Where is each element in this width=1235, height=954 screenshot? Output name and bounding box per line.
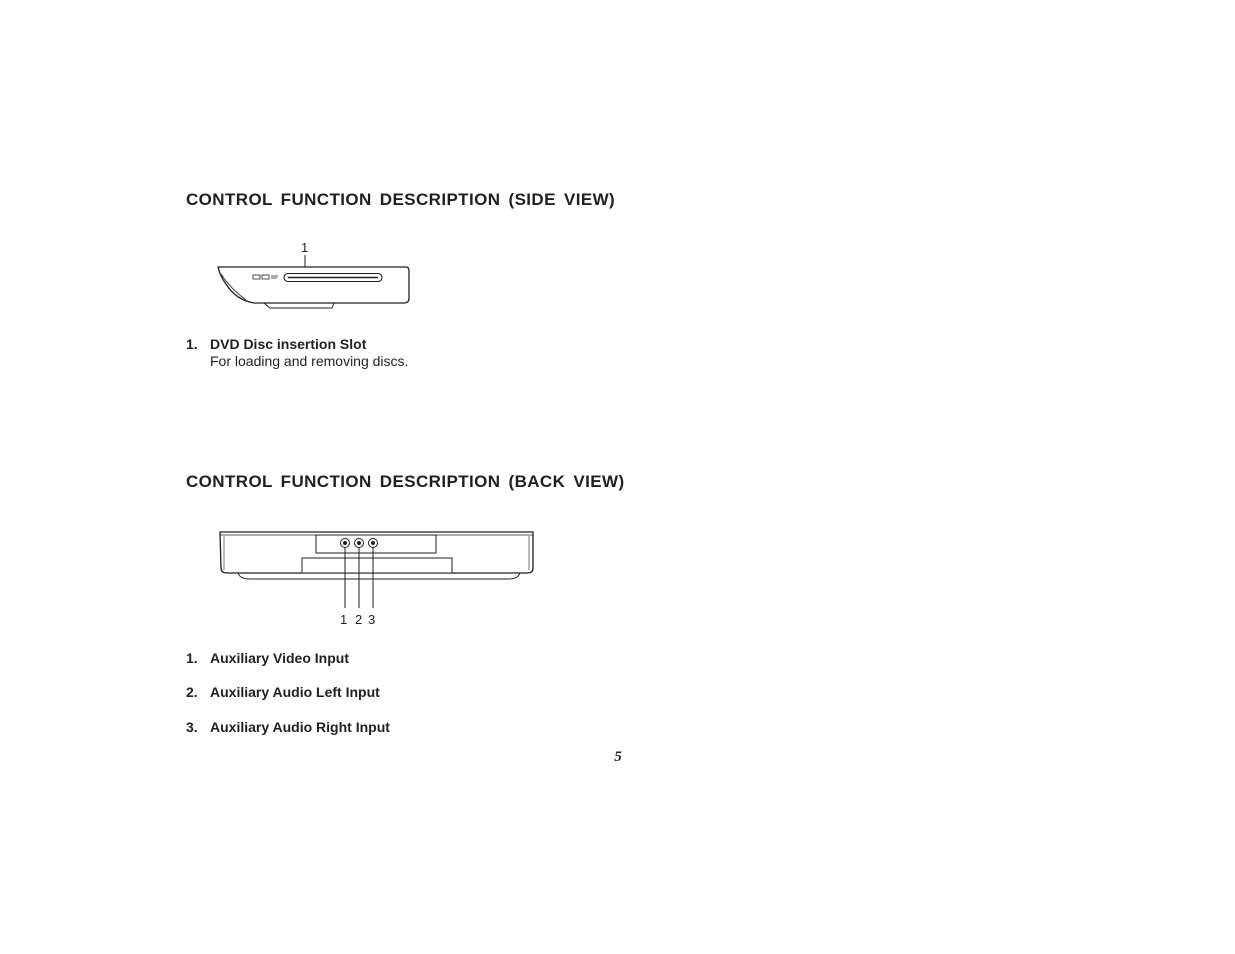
item-title: Auxiliary Video Input bbox=[210, 650, 349, 666]
item-number: 2. bbox=[186, 684, 198, 700]
item-number: 3. bbox=[186, 719, 198, 735]
unit-lower-strip bbox=[238, 573, 520, 579]
item-number: 1. bbox=[186, 650, 198, 666]
back-view-item bbox=[186, 719, 390, 736]
back-view-illustration bbox=[216, 526, 540, 630]
callout-number: 1 bbox=[301, 240, 309, 255]
item-description: For loading and removing discs. bbox=[210, 353, 409, 369]
unit-body-outline bbox=[218, 267, 409, 303]
item-title: DVD Disc insertion Slot bbox=[210, 336, 367, 352]
item-title: Auxiliary Audio Left Input bbox=[210, 684, 380, 700]
unit-base bbox=[264, 303, 334, 308]
audio-right-jack-icon bbox=[369, 539, 378, 548]
side-view-illustration bbox=[212, 236, 416, 312]
callout-number: 1 bbox=[340, 612, 348, 627]
section-heading-back-view: CONTROL FUNCTION DESCRIPTION (BACK VIEW) bbox=[186, 472, 625, 491]
section-heading-side-view: CONTROL FUNCTION DESCRIPTION (SIDE VIEW) bbox=[186, 190, 616, 209]
video-input-jack-icon bbox=[341, 539, 350, 548]
back-view-item bbox=[186, 684, 380, 701]
item-title: Auxiliary Audio Right Input bbox=[210, 719, 390, 735]
callout-number: 2 bbox=[355, 612, 363, 627]
base-plate bbox=[302, 558, 452, 573]
audio-left-jack-icon bbox=[355, 539, 364, 548]
side-view-item bbox=[186, 336, 408, 370]
callout-number: 3 bbox=[368, 612, 376, 627]
back-view-item bbox=[186, 650, 349, 667]
item-number: 1. bbox=[186, 336, 198, 352]
page-number: 5 bbox=[614, 749, 622, 765]
